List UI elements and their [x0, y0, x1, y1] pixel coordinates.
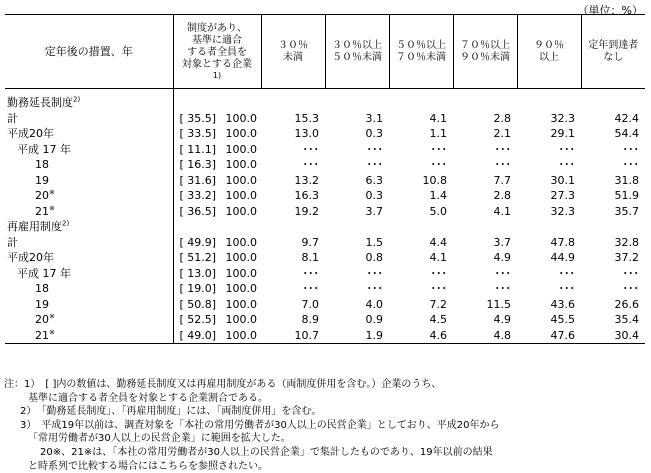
header-label: 定年後の措置、年 — [5, 15, 173, 89]
value-cell: 1.5 — [365, 235, 383, 249]
bracket-value: [ 11.1] — [173, 142, 215, 158]
value-cell: 47.6 — [517, 328, 581, 344]
footnote-line: 注：1） [ ]内の数値は、勤務延長制度又は再雇用制度がある（両制度併用を含む。）企業のうち、 — [4, 379, 442, 390]
value-cell: 4.9 — [493, 313, 511, 326]
value-cell: 47.8 — [550, 235, 575, 249]
value-cell: 1.1 — [429, 127, 447, 140]
table-row — [5, 281, 645, 297]
total-value: 100.0 — [225, 251, 257, 264]
row-label-text: 19 — [35, 297, 49, 311]
bracket-value: [ 49.9] — [173, 235, 215, 251]
row-label-text: 平成 17 年 — [17, 266, 71, 280]
header-all-covered — [173, 15, 261, 89]
value-cell: 15.3 — [294, 111, 319, 125]
row-label-text: 平成 17 年 — [17, 142, 71, 156]
value-cell: 2.8 — [493, 111, 511, 125]
value-cell: ･･･ — [366, 282, 383, 295]
value-cell: 42.4 — [614, 111, 639, 125]
value-cell: ･･･ — [366, 142, 383, 156]
value-cell: 26.6 — [614, 297, 639, 311]
value-cell: 32.3 — [550, 204, 575, 218]
value-cell: 13.2 — [294, 173, 319, 187]
row-label-text: 20 — [35, 189, 49, 202]
footnote-line: 3） 平成19年以前は、調査対象を「本社の常用労働者が30人以上の民営企業」としており、平成20年から — [20, 419, 500, 431]
row-label-text: 平成20年 — [7, 127, 54, 140]
row-label — [5, 188, 173, 204]
value-cell: 7.2 — [429, 297, 447, 311]
bracket-value: [ 33.2] — [173, 188, 215, 204]
row-label-text: 18 — [35, 282, 49, 295]
unit-label: （単位：%） — [577, 4, 643, 17]
table-row — [5, 250, 645, 266]
bracket-value: [ 33.5] — [173, 126, 215, 142]
value-cell: 0.3 — [365, 127, 383, 140]
bracket-value: [ 13.0] — [173, 266, 215, 282]
value-cell: 44.9 — [550, 251, 575, 264]
section-title-text: 勤務延長制度 — [7, 96, 73, 109]
header-30-50: ３０％以上 ５０％未満 — [325, 15, 389, 89]
value-cell: 8.1 — [301, 251, 319, 264]
section-header-row — [5, 89, 645, 111]
value-cell: 0.3 — [365, 189, 383, 202]
footnote-line: 2） 「勤務延長制度」、「再雇用制度」には、「両制度併用」を含む。 — [20, 406, 322, 418]
table-row — [5, 126, 645, 142]
table-row — [5, 235, 645, 251]
empty-cell — [517, 219, 581, 235]
value-cell: 0.8 — [365, 251, 383, 264]
empty-cell — [261, 219, 325, 235]
value-cell: ･･･ — [622, 142, 639, 156]
value-cell: 35.7 — [614, 204, 639, 218]
section-footnote-ref: 2) — [73, 95, 81, 104]
value-cell: ･･･ — [622, 266, 639, 280]
value-cell: ･･･ — [430, 266, 447, 280]
header-all-covered-line: 制度があり、 — [187, 23, 247, 34]
data-table — [5, 14, 645, 344]
table-row — [5, 111, 645, 127]
value-cell: ･･･ — [494, 282, 511, 295]
empty-cell — [389, 89, 453, 111]
row-label-text: 19 — [35, 173, 49, 187]
row-label-text: 平成20年 — [7, 251, 54, 264]
empty-cell — [325, 89, 389, 111]
header-no-retirees: 定年到達者 なし — [581, 15, 645, 89]
total-value: 100.0 — [225, 142, 257, 156]
value-cell: ･･･ — [302, 282, 319, 295]
row-mark: ※ — [49, 203, 55, 212]
empty-cell — [453, 89, 517, 111]
value-cell: 5.0 — [429, 204, 447, 218]
row-label-text: 20 — [35, 313, 49, 326]
table-row — [5, 188, 645, 204]
total-value: 100.0 — [225, 297, 257, 311]
row-label — [5, 235, 173, 251]
value-cell: ･･･ — [302, 266, 319, 280]
value-cell: 11.5 — [486, 297, 511, 311]
value-cell: ･･･ — [494, 158, 511, 171]
table-row — [5, 142, 645, 158]
table-row — [5, 157, 645, 173]
row-mark: ※ — [49, 312, 55, 321]
table-row — [5, 204, 645, 220]
value-cell: ･･･ — [558, 142, 575, 156]
value-cell: 19.2 — [294, 204, 319, 218]
bracket-value: [ 49.0] — [173, 328, 215, 344]
value-cell: 29.1 — [550, 127, 575, 140]
value-cell: 4.1 — [429, 111, 447, 125]
header-all-covered-line: する者全員を — [187, 47, 247, 58]
bracket-value: [ 51.2] — [173, 250, 215, 266]
value-cell: ･･･ — [494, 266, 511, 280]
value-cell: ･･･ — [622, 158, 639, 171]
row-label-text: 18 — [35, 158, 49, 171]
row-label — [5, 157, 173, 173]
empty-cell — [517, 89, 581, 111]
value-cell: 4.1 — [429, 251, 447, 264]
value-cell: 4.6 — [389, 328, 453, 344]
row-label — [5, 328, 173, 344]
row-label — [5, 266, 173, 282]
value-cell: 27.3 — [550, 189, 575, 202]
table-row — [5, 312, 645, 328]
section-title — [5, 89, 173, 111]
value-cell: 31.8 — [614, 173, 639, 187]
table-row — [5, 328, 645, 344]
value-cell: ･･･ — [366, 266, 383, 280]
total-value: 100.0 — [215, 328, 261, 344]
footnote-line: 基準に適合する者全員を対象とする企業割合である。 — [28, 392, 268, 404]
empty-cell — [389, 219, 453, 235]
value-cell: 32.3 — [550, 111, 575, 125]
bracket-cell — [173, 89, 215, 111]
footnote-line: と時系列で比較する場合にはこちらを参照されたい。 — [28, 460, 268, 472]
row-label — [5, 312, 173, 328]
bracket-value: [ 50.8] — [173, 297, 215, 313]
header-all-covered-line: 対象とする企業 — [182, 59, 252, 70]
value-cell: 0.9 — [365, 313, 383, 326]
bracket-value: [ 16.3] — [173, 157, 215, 173]
row-label — [5, 142, 173, 158]
value-cell: 10.8 — [422, 173, 447, 187]
value-cell: 8.9 — [301, 313, 319, 326]
value-cell: ･･･ — [302, 142, 319, 156]
header-90-plus: ９０％ 以上 — [517, 15, 581, 89]
empty-cell — [581, 219, 645, 235]
value-cell: 37.2 — [614, 251, 639, 264]
value-cell: 7.7 — [493, 173, 511, 187]
value-cell: 30.4 — [581, 328, 645, 344]
empty-cell — [261, 89, 325, 111]
value-cell: 16.3 — [294, 189, 319, 202]
table-row — [5, 297, 645, 313]
section-title-text: 再雇用制度 — [7, 220, 62, 233]
header-under-30: ３０％ 未満 — [261, 15, 325, 89]
value-cell: 4.9 — [493, 251, 511, 264]
empty-cell — [581, 89, 645, 111]
row-mark: ※ — [49, 327, 55, 336]
table-row — [5, 173, 645, 189]
value-cell: 35.4 — [614, 313, 639, 326]
value-cell: 4.4 — [429, 235, 447, 249]
value-cell: ･･･ — [558, 158, 575, 171]
value-cell: ･･･ — [494, 142, 511, 156]
row-label — [5, 126, 173, 142]
total-value: 100.0 — [225, 158, 257, 171]
value-cell: 4.0 — [365, 297, 383, 311]
header-footnote-ref: 1) — [212, 71, 222, 80]
value-cell: ･･･ — [430, 158, 447, 171]
value-cell: ･･･ — [430, 282, 447, 295]
header-row — [5, 15, 645, 89]
bracket-value: [ 31.6] — [173, 173, 215, 189]
total-value: 100.0 — [225, 111, 257, 125]
section-title — [5, 219, 173, 235]
value-cell: 3.1 — [365, 111, 383, 125]
header-50-70: ５０％以上 ７０％未満 — [389, 15, 453, 89]
value-cell: 4.8 — [453, 328, 517, 344]
value-cell: 54.4 — [614, 127, 639, 140]
empty-cell — [215, 89, 261, 111]
total-value: 100.0 — [225, 282, 257, 295]
section-footnote-ref: 2) — [62, 219, 70, 228]
value-cell: 4.5 — [429, 313, 447, 326]
value-cell: ･･･ — [622, 282, 639, 295]
empty-cell — [215, 219, 261, 235]
footnotes — [4, 378, 648, 473]
value-cell: 4.1 — [493, 204, 511, 218]
section-header-row — [5, 219, 645, 235]
total-value: 100.0 — [225, 173, 257, 187]
value-cell: 9.7 — [301, 235, 319, 249]
total-value: 100.0 — [225, 266, 257, 280]
value-cell: ･･･ — [558, 282, 575, 295]
footnote-line: 20※、21※は、「本社の常用労働者が30人以上の民営企業」で集計したものであり、19年以前の結果 — [40, 446, 493, 458]
value-cell: ･･･ — [430, 142, 447, 156]
value-cell: 3.7 — [493, 235, 511, 249]
header-70-90: ７０％以上 ９０％未満 — [453, 15, 517, 89]
total-value: 100.0 — [225, 127, 257, 140]
value-cell: ･･･ — [558, 266, 575, 280]
footnote-line: 「常用労働者が30人以上の民営企業」に範囲を拡大した。 — [28, 433, 291, 445]
row-mark: ※ — [49, 188, 55, 197]
total-value: 100.0 — [225, 189, 257, 202]
value-cell: ･･･ — [366, 158, 383, 171]
value-cell: 13.0 — [294, 127, 319, 140]
empty-cell — [453, 219, 517, 235]
row-label — [5, 297, 173, 313]
value-cell: 10.7 — [261, 328, 325, 344]
row-label — [5, 173, 173, 189]
total-value: 100.0 — [225, 204, 257, 218]
value-cell: 1.4 — [429, 189, 447, 202]
value-cell: 43.6 — [550, 297, 575, 311]
bracket-cell — [173, 219, 215, 235]
value-cell: 7.0 — [301, 297, 319, 311]
value-cell: 3.7 — [365, 204, 383, 218]
value-cell: 2.1 — [493, 127, 511, 140]
header-all-covered-line: 基準に適合 — [192, 35, 242, 46]
value-cell: 51.9 — [614, 189, 639, 202]
total-value: 100.0 — [225, 313, 257, 326]
value-cell: 30.1 — [550, 173, 575, 187]
table-row — [5, 266, 645, 282]
row-label — [5, 281, 173, 297]
row-label-text: 計 — [7, 111, 18, 125]
total-value: 100.0 — [225, 235, 257, 249]
bracket-value: [ 36.5] — [173, 204, 215, 220]
row-label — [5, 204, 173, 220]
bracket-value: [ 35.5] — [173, 111, 215, 127]
value-cell: 2.8 — [493, 189, 511, 202]
value-cell: 32.8 — [614, 235, 639, 249]
row-label-text: 計 — [7, 235, 18, 249]
value-cell: 6.3 — [365, 173, 383, 187]
empty-cell — [325, 219, 389, 235]
bracket-value: [ 52.5] — [173, 312, 215, 328]
value-cell: 45.5 — [550, 313, 575, 326]
value-cell: ･･･ — [302, 158, 319, 171]
row-label-text: 21 — [35, 204, 49, 218]
row-label-text: 21 — [35, 328, 49, 342]
row-label — [5, 250, 173, 266]
row-label — [5, 111, 173, 127]
value-cell: 1.9 — [325, 328, 389, 344]
bracket-value: [ 19.0] — [173, 281, 215, 297]
